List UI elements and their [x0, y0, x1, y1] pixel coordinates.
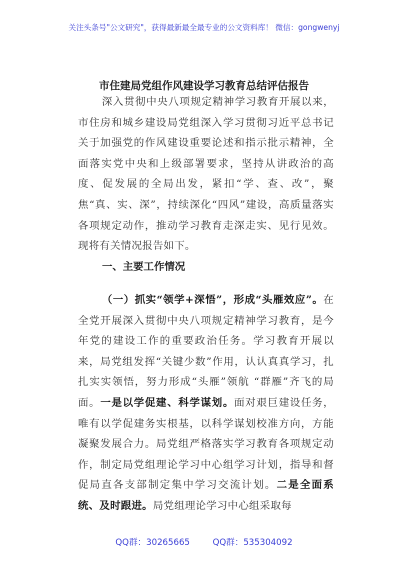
- document-title: 市住建局党组作风建设学习教育总结评估报告: [99, 80, 309, 92]
- section-paragraph: [78, 290, 334, 517]
- point-two: 二是全面系统、及时跟进。: [78, 479, 334, 512]
- intro-paragraph: 深入贯彻中央八项规定精神学习教育开展以来，市住房和城乡建设局党组深入学习贯彻习近平总书记关于加强党的作风建设重要论述和指示批示精神，全面落实党中央和上级部署要求，坚持从讲政治的高度、促发展的全局出发，紧扣“学、查、改”，聚焦“真、实、深”，持续深化“四风”建设，高质量落实各项规定动作，推动学习教育走深走实、见行见效。现将有关情况报告如下。: [78, 96, 334, 253]
- footer: [0, 536, 408, 548]
- point-one: 一是以学促建、科学谋划。: [100, 396, 235, 409]
- paragraph-text-b: 面对艰巨建设任务，唯有以学促建务实根基，以科学谋划校准方向，方能凝聚发展合力。局党组严格落实学习教育各项规定动作，制定局党组理论学习中心组学习计划，指导和督促局直各支部制定集中学习交流计划。: [78, 396, 334, 492]
- header-banner: 关注头条号"公文研究"，获得最新最全最专业的公文资料库！ 微信：gongwenyj: [68, 23, 340, 32]
- sub-heading: （一）抓实“领学+深悟”，形成“头雁效应”。: [101, 294, 324, 306]
- paragraph-text-c: 局党组理论学习中心组采取每: [152, 499, 292, 512]
- footer-qq-group-2: QQ群：535304092: [212, 538, 293, 548]
- footer-qq-group-1: QQ群：30265665: [115, 538, 190, 548]
- paragraph-text-a: 在全党开展深入贯彻中央八项规定精神学习教育，是今年党的建设工作的重要政治任务。学习教育开展以来，局党组发挥“关键少数”作用，认认真真学习，扎扎实实领悟，努力形成“头雁”领航 “群雁”齐飞的局面。: [78, 294, 334, 409]
- section-heading: 一、主要工作情况: [102, 261, 186, 273]
